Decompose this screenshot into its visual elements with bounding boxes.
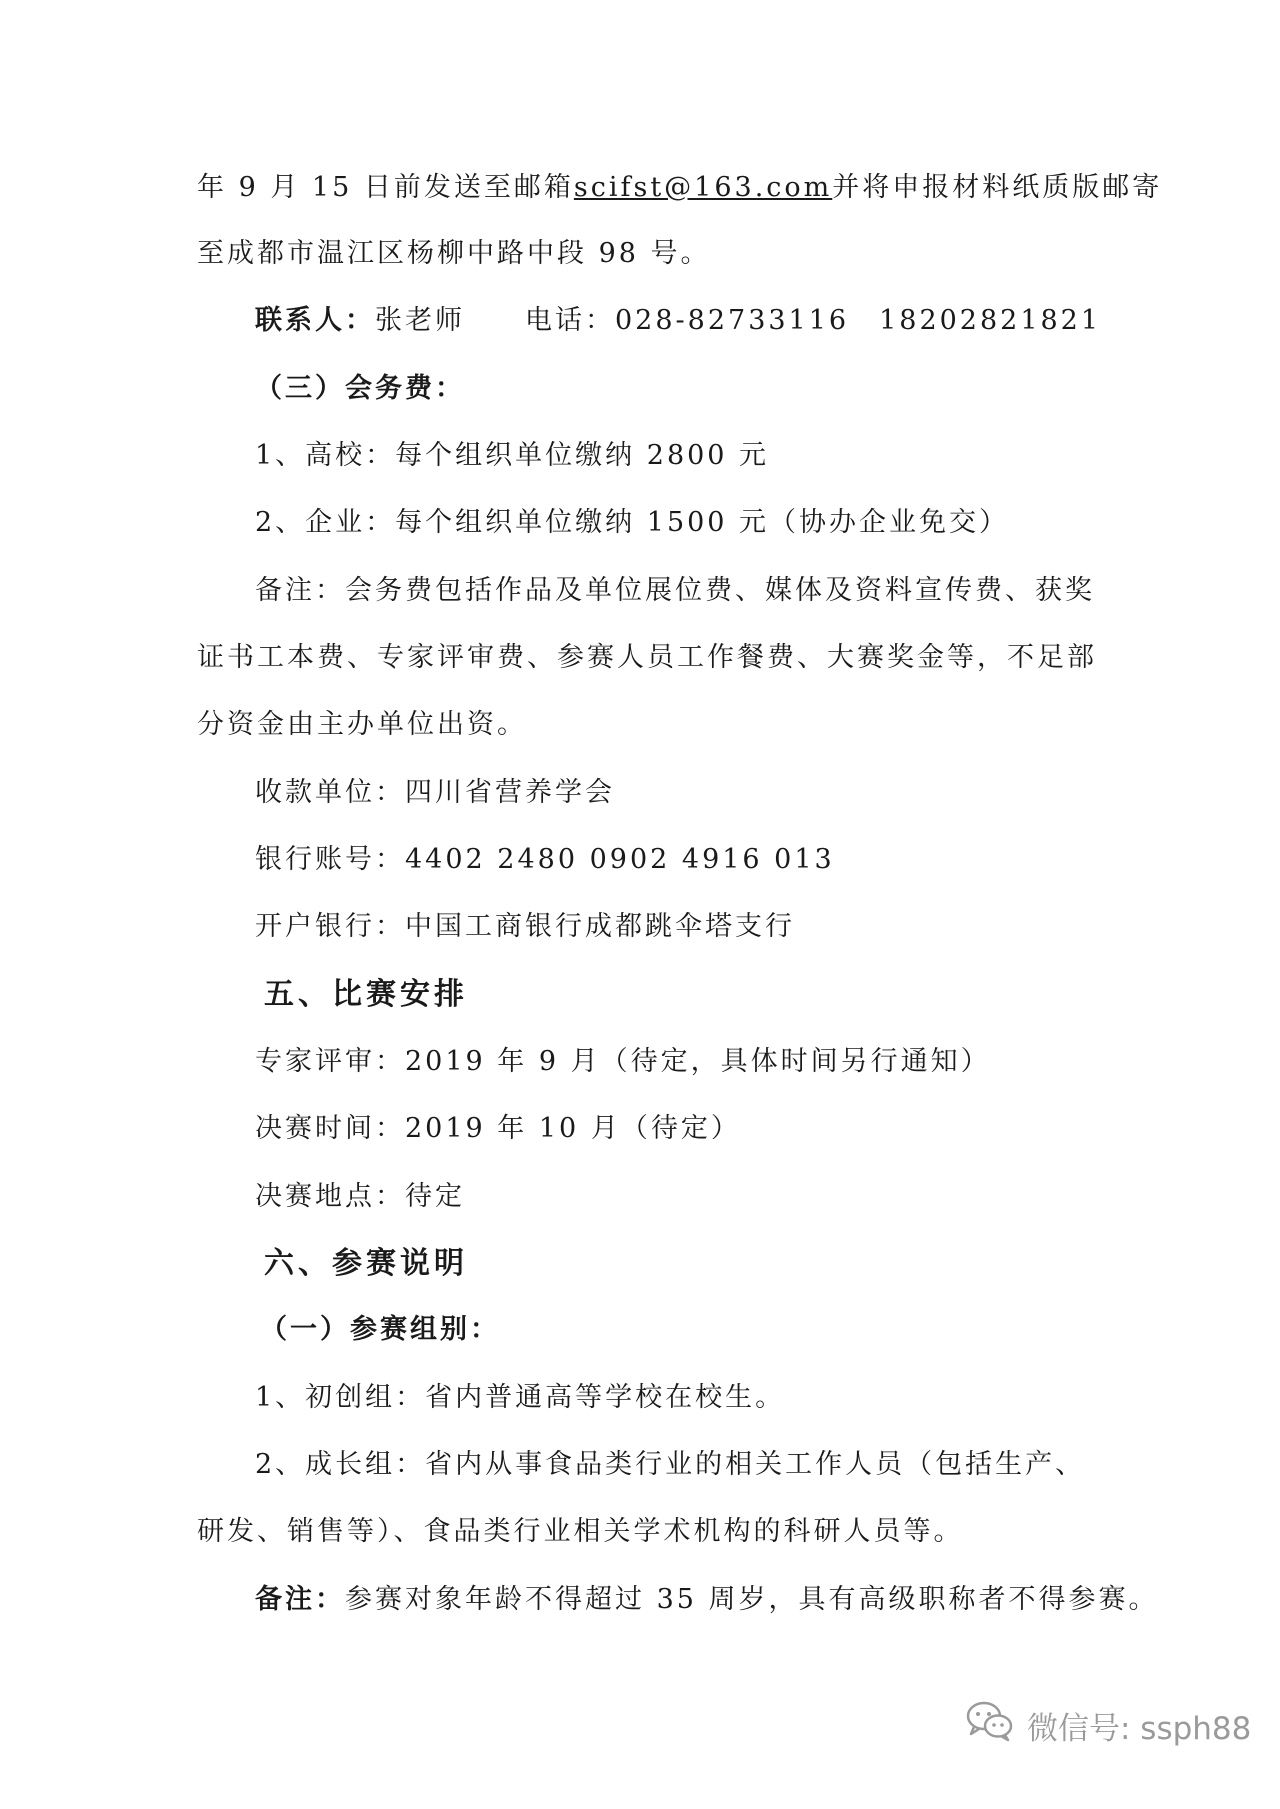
subsection-groups-heading: （一）参赛组别： xyxy=(260,1314,500,1345)
paragraph-line-2: 至成都市温江区杨柳中路中段 98 号。 xyxy=(197,238,711,269)
group-item-startup: 1、初创组：省内普通高等学校在校生。 xyxy=(255,1382,786,1413)
paragraph-line-1 xyxy=(197,168,1162,208)
wechat-icon xyxy=(965,1699,1015,1751)
eligibility-note-line xyxy=(255,1580,1159,1620)
section-instructions-heading: 六、参赛说明 xyxy=(264,1246,468,1281)
final-time-line: 决赛时间：2019 年 10 月（待定） xyxy=(255,1113,741,1144)
contact-line xyxy=(255,301,1101,341)
email-link[interactable]: scifst@163.com xyxy=(573,172,833,203)
bank-account-line: 银行账号：4402 2480 0902 4916 013 xyxy=(255,844,835,875)
text-segment: 年 9 月 15 日前发送至邮箱 xyxy=(197,172,574,203)
watermark-text: 微信号: ssph88 xyxy=(1027,1710,1252,1747)
contact-label: 联系人： xyxy=(255,305,375,336)
note-label: 备注： xyxy=(255,1584,345,1615)
fee-item-university: 1、高校：每个组织单位缴纳 2800 元 xyxy=(255,440,770,471)
final-venue-line: 决赛地点：待定 xyxy=(255,1181,465,1212)
note-text: 参赛对象年龄不得超过 35 周岁，具有高级职称者不得参赛。 xyxy=(345,1584,1159,1615)
fee-note-line-1: 备注：会务费包括作品及单位展位费、媒体及资料宣传费、获奖 xyxy=(255,575,1095,606)
fee-note-line-2: 证书工本费、专家评审费、参赛人员工作餐费、大赛奖金等，不足部 xyxy=(197,642,1097,673)
fee-item-enterprise: 2、企业：每个组织单位缴纳 1500 元（协办企业免交） xyxy=(255,507,1010,538)
expert-review-line: 专家评审：2019 年 9 月（待定，具体时间另行通知） xyxy=(255,1046,991,1077)
text-segment: 并将申报材料纸质版邮寄 xyxy=(832,172,1163,203)
group-item-growth-line-2: 研发、销售等）、食品类行业相关学术机构的科研人员等。 xyxy=(197,1516,964,1547)
section-fee-heading: （三）会务费： xyxy=(255,373,465,404)
wechat-watermark xyxy=(965,1700,1251,1750)
bank-name-line: 开户银行：中国工商银行成都跳伞塔支行 xyxy=(255,911,795,942)
fee-note-line-3: 分资金由主办单位出资。 xyxy=(197,709,527,740)
section-schedule-heading: 五、比赛安排 xyxy=(264,977,468,1012)
group-item-growth-line-1: 2、成长组：省内从事食品类行业的相关工作人员（包括生产、 xyxy=(255,1449,1086,1480)
payee-line: 收款单位：四川省营养学会 xyxy=(255,777,615,808)
contact-details: 张老师 电话：028-82733116 18202821821 xyxy=(375,305,1102,336)
